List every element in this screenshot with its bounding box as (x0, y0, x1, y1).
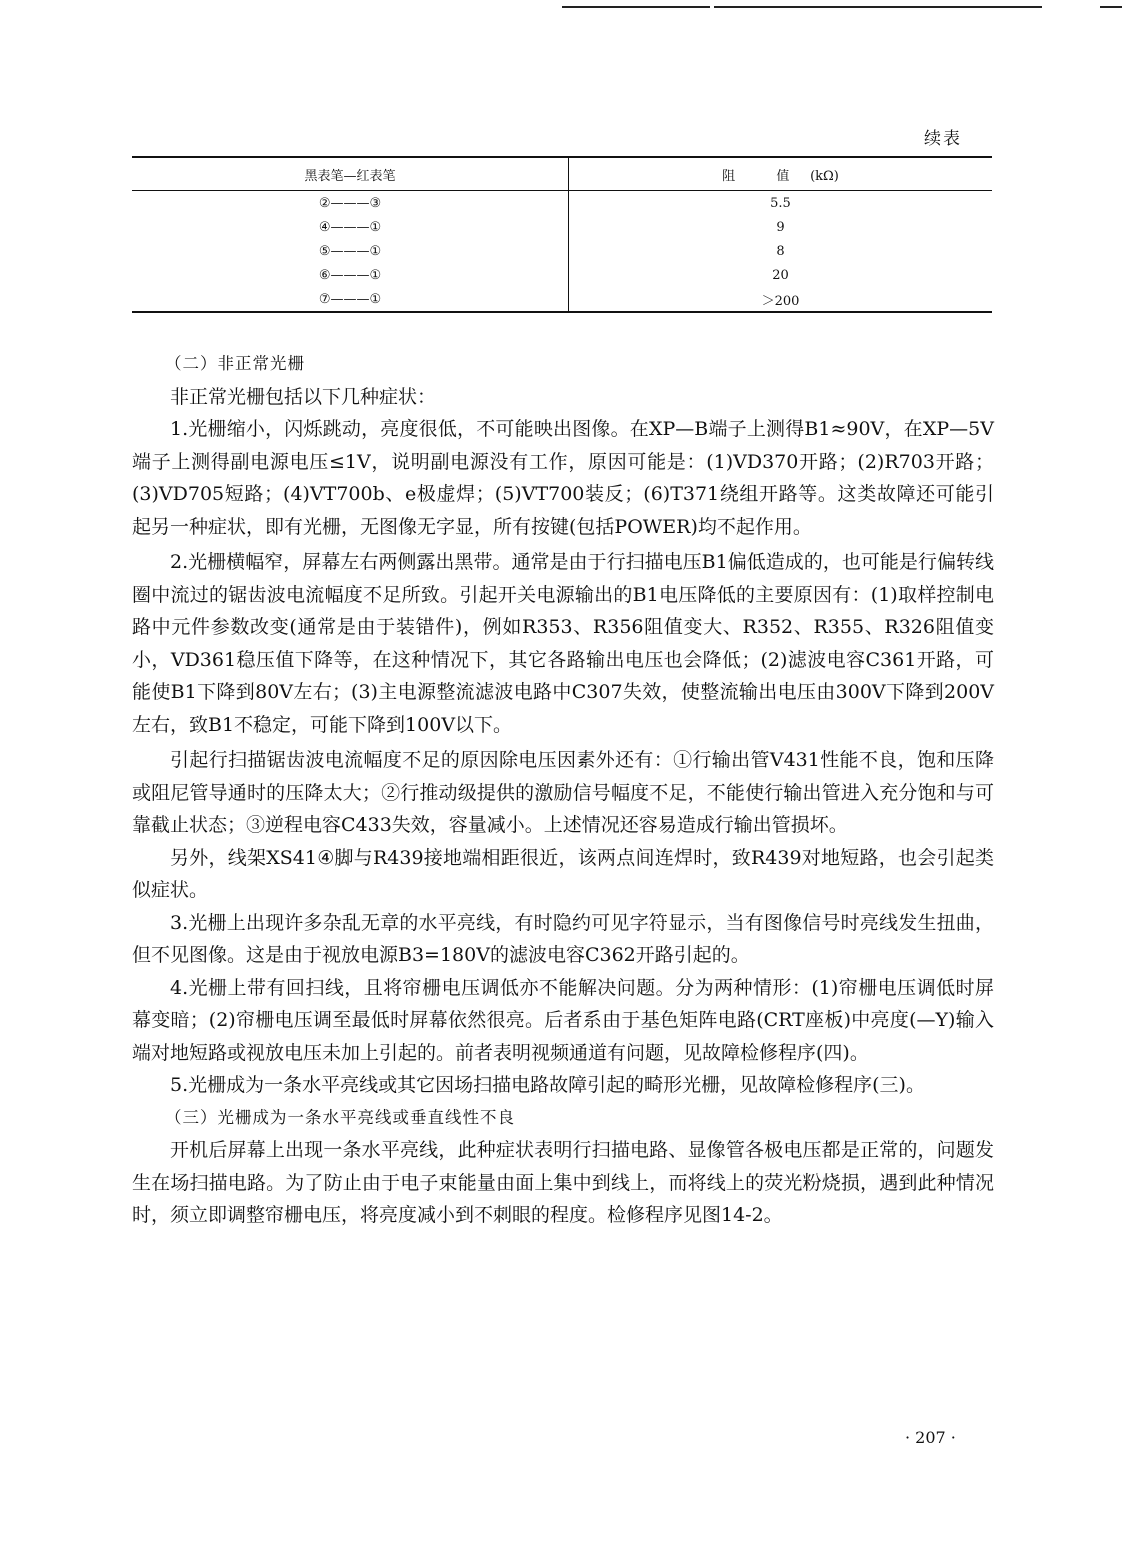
probe-pair-cell: ④———① (132, 215, 569, 239)
continued-table-label: 续表 (924, 129, 962, 149)
top-rule-right (1100, 6, 1122, 8)
resistance-cell: ＞200 (569, 287, 993, 312)
header-resistance: 阻 值 (kΩ) (569, 157, 993, 191)
paragraph-symptom-5: 5.光栅成为一条水平亮线或其它因场扫描电路故障引起的畸形光栅，见故障检修程序(三)。 (170, 1074, 925, 1096)
table-header-row (132, 157, 992, 191)
table-row (132, 191, 992, 216)
probe-pair-cell: ⑦———① (132, 287, 569, 312)
paragraph-symptom-1: 1.光栅缩小，闪烁跳动，亮度很低，不可能映出图像。在XP—B端子上测得B1≈90V，在XP—5V端子上测得副电源电压≤1V，说明副电源没有工作，原因可能是：(1)VD370开路；(2)R703开路；(3)VD705短路；(4)VT700b、e极虚焊；(5)VT700装反；(6)T371绕组开路等。这类故障还可能引起另一种症状，即有光栅，无图像无字显，所有按键(包括POWER)均不起作用。 (132, 418, 994, 538)
table-row (132, 215, 992, 239)
section-heading-abnormal-raster: （二）非正常光栅 (165, 354, 305, 373)
top-rule-left (562, 6, 710, 8)
resistance-table (132, 156, 992, 313)
paragraph-symptom-2: 2.光栅横幅窄，屏幕左右两侧露出黑带。通常是由于行扫描电压B1偏低造成的，也可能是行偏转线圈中流过的锯齿波电流幅度不足所致。引起开关电源输出的B1电压降低的主要原因有：(1)取样控制电路中元件参数改变(通常是由于装错件)，例如R353、R356阻值变大、R352、R355、R326阻值变小，VD361稳压值下降等，在这种情况下，其它各路输出电压也会降低；(2)滤波电容C361开路，可能使B1下降到80V左右；(3)主电源整流滤波电路中C307失效，使整流输出电压由300V下降到200V左右，致B1不稳定，可能下降到100V以下。 (132, 551, 994, 736)
resistance-cell: 5.5 (770, 195, 791, 211)
header-probe-pair: 黑表笔—红表笔 (132, 157, 569, 191)
paragraph-horizontal-line: 开机后屏幕上出现一条水平亮线，此种症状表明行扫描电路、显像管各极电压都是正常的，问题发生在场扫描电路。为了防止由于电子束能量由面上集中到线上，而将线上的荧光粉烧损，遇到此种情况时，须立即调整帘栅电压，将亮度减小到不刺眼的程度。检修程序见图14-2。 (132, 1139, 994, 1226)
page-number: · 207 · (905, 1428, 956, 1447)
probe-pair-cell: ⑥———① (132, 263, 569, 287)
probe-pair-cell: ②———③ (132, 191, 569, 216)
paragraph-symptom-4: 4.光栅上带有回扫线，且将帘栅电压调低亦不能解决问题。分为两种情形：(1)帘栅电压调低时屏幕变暗；(2)帘栅电压调至最低时屏幕依然很亮。后者系由于基色矩阵电路(CRT座板)中亮度(—Y)输入端对地短路或视放电压未加上引起的。前者表明视频通道有问题，见故障检修程序(四)。 (132, 976, 994, 1064)
paragraph-symptom-3: 3.光栅上出现许多杂乱无章的水平亮线，有时隐约可见字符显示，当有图像信号时亮线发生扭曲，但不见图像。这是由于视放电源B3=180V的滤波电容C362开路引起的。 (132, 911, 994, 966)
table-row (132, 239, 992, 263)
top-rule-mid (714, 6, 1042, 8)
table-row (132, 287, 992, 312)
body-text (132, 348, 994, 1232)
probe-pair-cell: ⑤———① (132, 239, 569, 263)
section-heading-horizontal-line: （三）光栅成为一条水平亮线或垂直线性不良 (165, 1107, 515, 1127)
paragraph-intro: 非正常光栅包括以下几种症状： (170, 385, 437, 408)
paragraph-sawtooth-causes: 引起行扫描锯齿波电流幅度不足的原因除电压因素外还有：①行输出管V431性能不良，饱和压降或阻尼管导通时的压降太大；②行推动级提供的激励信号幅度不足，不能使行输出管进入充分饱和与可靠截止状态；③逆程电容C433失效，容量减小。上述情况还容易造成行输出管损坏。 (132, 749, 994, 836)
paragraph-xs41-note: 另外，线架XS41④脚与R439接地端相距很近，该两点间连焊时，致R439对地短路，也会引起类似症状。 (132, 846, 994, 901)
resistance-cell: 9 (776, 219, 785, 235)
resistance-cell: 8 (776, 243, 785, 259)
resistance-cell: 20 (772, 267, 789, 283)
table-row (132, 263, 992, 287)
